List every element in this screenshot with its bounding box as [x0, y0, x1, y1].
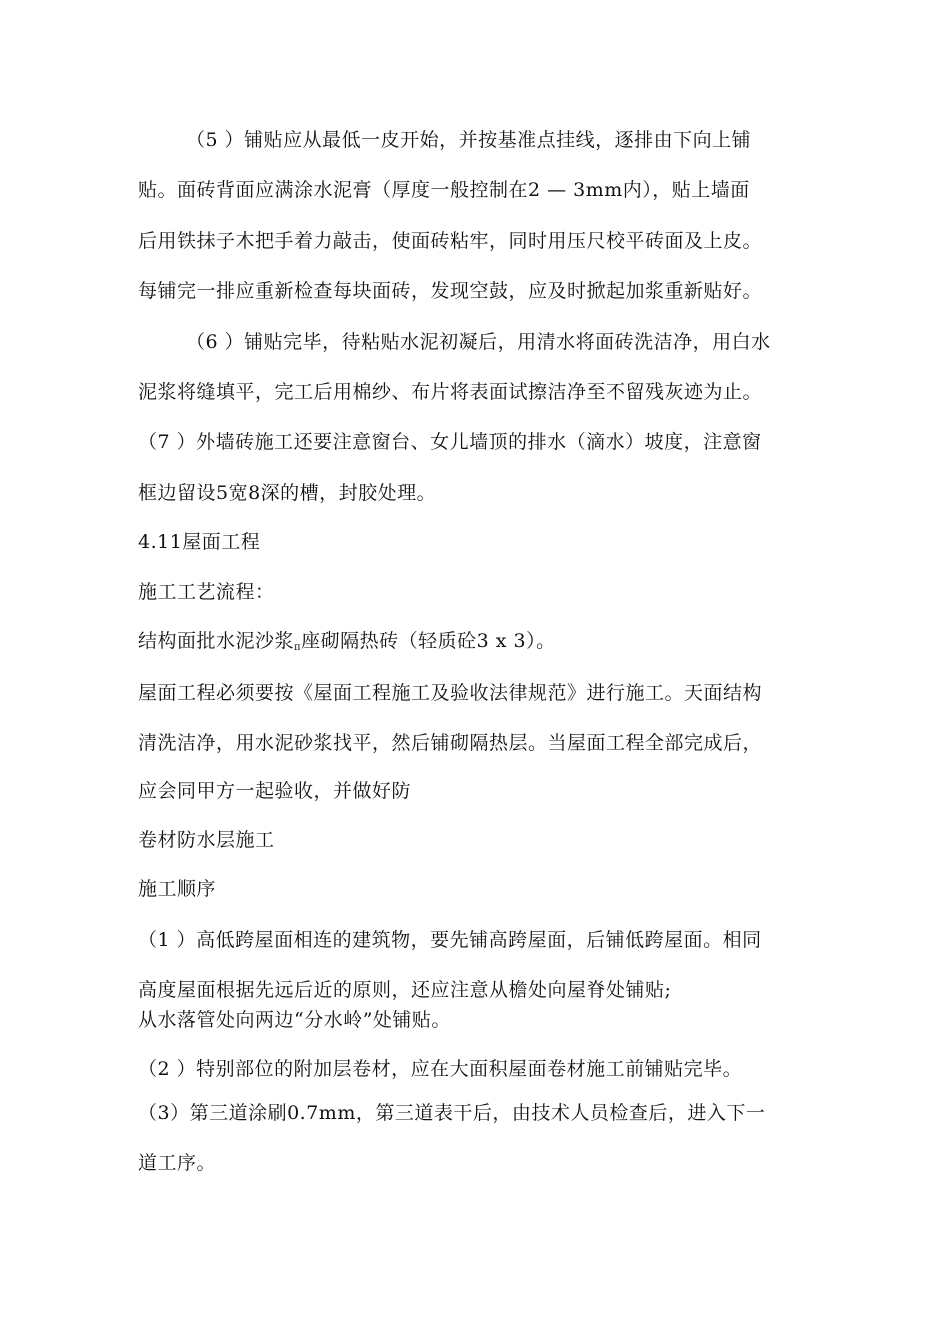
para-5-line-2: 贴。面砖背面应满涂水泥膏（厚度一般控制在2 — 3mm内），贴上墙面 — [138, 179, 750, 201]
para-5-line-1: （5 ）铺贴应从最低一皮开始，并按基准点挂线，逐排由下向上铺 — [186, 129, 752, 151]
process-step-1: 结构面批水泥沙浆 — [138, 630, 295, 652]
para-7-line-2: 框边留设5宽8深的槽，封胶处理。 — [138, 482, 437, 504]
process-step-2: 座砌隔热砖（轻质砼3 x 3）。 — [301, 630, 556, 652]
roof-para-line-2: 清洗洁净，用水泥砂浆找平，然后铺砌隔热层。当屋面工程全部完成后， — [138, 732, 763, 754]
para-6-line-1: （6 ）铺贴完毕，待粘贴水泥初凝后，用清水将面砖洗洁净，用白水 — [186, 331, 771, 353]
roof-para-line-1: 屋面工程必须要按《屋面工程施工及验收法律规范》进行施工。天面结构 — [138, 682, 763, 704]
para-6-line-2: 泥浆将缝填平，完工后用棉纱、布片将表面试擦洁净至不留残灰迹为止。 — [138, 381, 763, 403]
item-3-line-1: （3）第三道涂刷0.7mm，第三道表干后，由技术人员检查后，进入下一 — [138, 1102, 766, 1124]
subsection-heading: 卷材防水层施工 — [138, 829, 275, 851]
para-5-line-3: 后用铁抹子木把手着力敲击，使面砖粘牢，同时用压尺校平砖面及上皮。 — [138, 230, 763, 252]
flow-arrow-mark: π — [294, 642, 302, 653]
process-flow — [138, 628, 556, 661]
item-1-line-1: （1 ）高低跨屋面相连的建筑物，要先铺高跨屋面，后铺低跨屋面。相同 — [138, 929, 762, 951]
item-1-line-3: 从水落管处向两边“分水岭”处铺贴。 — [138, 1009, 451, 1031]
item-2-line-1: （2 ）特别部位的附加层卷材，应在大面积屋面卷材施工前铺贴完毕。 — [138, 1058, 743, 1080]
process-label: 施工工艺流程： — [138, 581, 275, 603]
item-3-line-2: 道工序。 — [138, 1152, 217, 1174]
roof-para-line-3: 应会同甲方一起验收，并做好防 — [138, 780, 412, 802]
para-7-line-1: （7 ）外墙砖施工还要注意窗台、女儿墙顶的排水（滴水）坡度，注意窗 — [138, 431, 762, 453]
item-1-line-2: 高度屋面根据先远后近的原则，还应注意从檐处向屋脊处铺贴; — [138, 979, 672, 1001]
para-5-line-4: 每铺完一排应重新检查每块面砖，发现空鼓，应及时掀起加浆重新贴好。 — [138, 280, 763, 302]
order-label: 施工顺序 — [138, 878, 217, 900]
section-heading: 4.11屋面工程 — [138, 531, 261, 553]
